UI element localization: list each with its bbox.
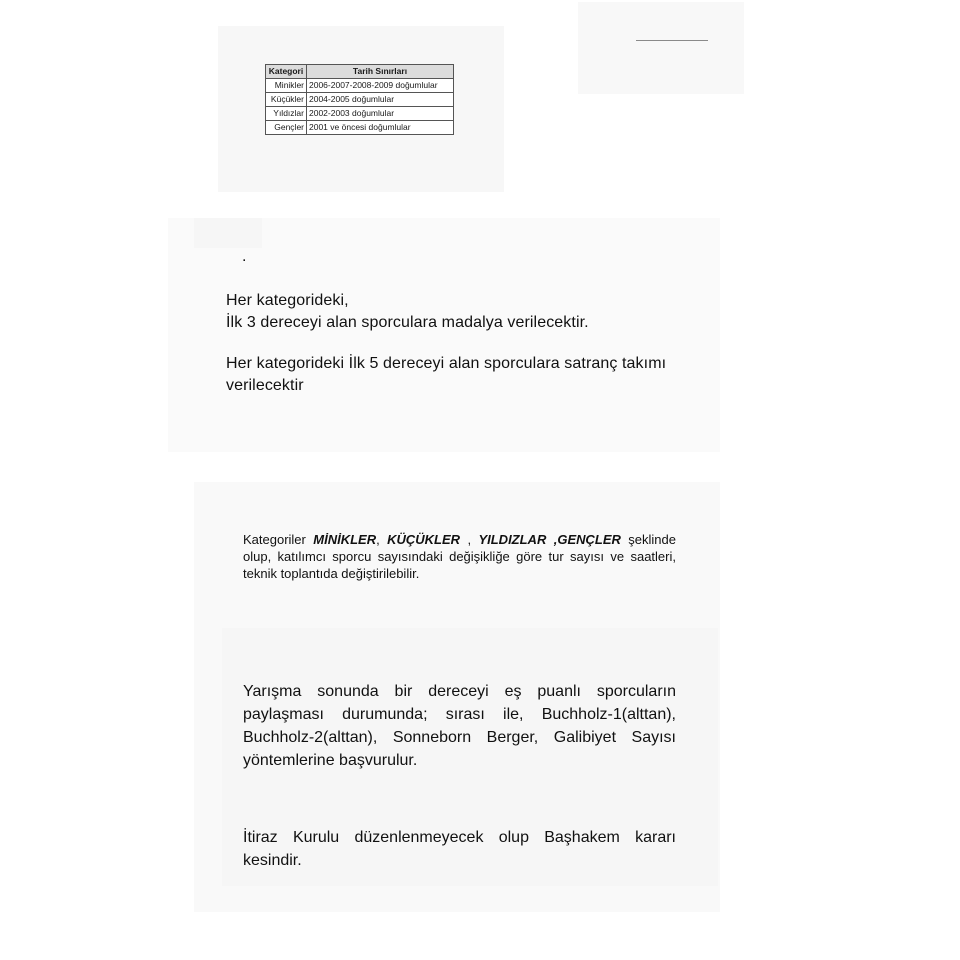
category-gencler: ,GENÇLER <box>553 532 621 547</box>
table-row <box>266 121 454 135</box>
chess-set-text: Her kategorideki İlk 5 dereceyi alan sporculara satranç takımı verilecektir <box>226 355 667 394</box>
stray-dot: . <box>242 248 247 265</box>
medal-paragraph <box>226 290 696 334</box>
category-cell: Gençler <box>266 121 307 135</box>
categories-paragraph <box>243 531 676 582</box>
category-table-header-row <box>266 65 454 79</box>
range-cell: 2002-2003 doğumlular <box>307 107 454 121</box>
top-right-divider <box>636 40 708 41</box>
objection-paragraph: İtiraz Kurulu düzenlenmeyecek olup Başhakem kararı kesindir. <box>243 829 676 869</box>
table-row <box>266 107 454 121</box>
categories-sep-2: , <box>460 532 479 547</box>
category-cell: Küçükler <box>266 93 307 107</box>
table-row <box>266 79 454 93</box>
header-date-range: Tarih Sınırları <box>307 65 454 79</box>
tiebreak-paragraph: Yarışma sonunda bir dereceyi eş puanlı sporcuların paylaşması durumunda; sırası ile, Buchholz-1(alttan), Buchholz-2(alttan), Sonneborn Berger, Galibiyet Sayısı yöntemlerine başvurulur. <box>243 683 676 769</box>
categories-sep-3 <box>546 532 553 547</box>
table-row <box>266 93 454 107</box>
awards-background <box>168 218 720 452</box>
chess-set-paragraph <box>226 353 696 397</box>
range-cell: 2006-2007-2008-2009 doğumlular <box>307 79 454 93</box>
range-cell: 2001 ve öncesi doğumlular <box>307 121 454 135</box>
top-right-background <box>578 2 744 94</box>
categories-rest: şeklinde olup, katılımcı sporcu sayısındaki değişikliğe göre tur sayısı ve saatleri, teknik toplantıda değiştirilebilir. <box>243 532 676 581</box>
category-minikler: MİNİKLER <box>313 532 377 547</box>
categories-sep-1: , <box>376 532 388 547</box>
categories-lead: Kategoriler <box>243 532 314 547</box>
header-category: Kategori <box>266 65 307 79</box>
category-cell: Yıldızlar <box>266 107 307 121</box>
category-kucukler: KÜÇÜKLER <box>387 532 461 547</box>
medal-line-1: Her kategorideki, <box>226 292 349 309</box>
category-yildizlar: YILDIZLAR <box>478 532 547 547</box>
medal-line-2: İlk 3 dereceyi alan sporculara madalya verilecektir. <box>226 314 589 331</box>
category-cell: Minikler <box>266 79 307 93</box>
range-cell: 2004-2005 doğumlular <box>307 93 454 107</box>
category-table <box>265 64 454 135</box>
awards-background-tab <box>194 218 262 248</box>
